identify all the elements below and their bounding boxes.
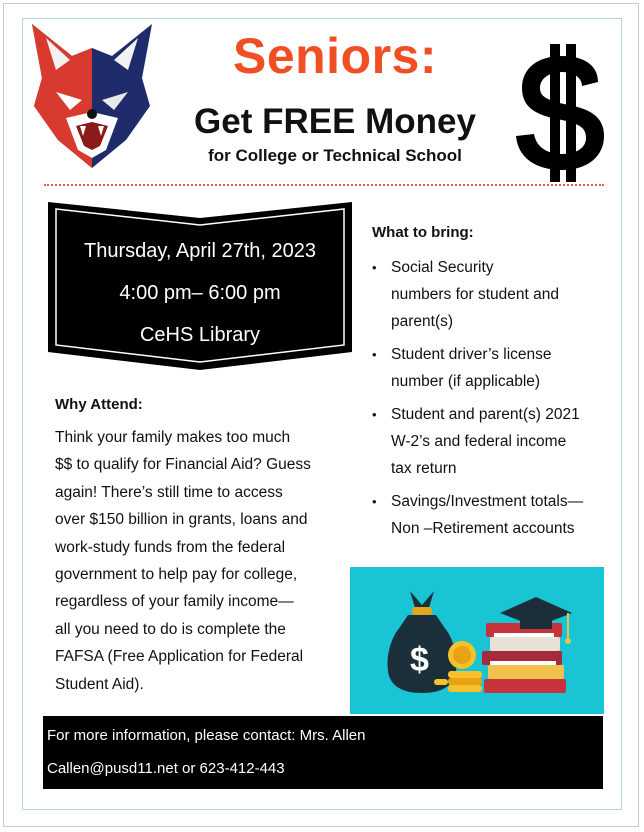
page-title: Seniors: [232, 28, 438, 84]
list-item: • Student driver’s license number (if applicable) [372, 341, 612, 395]
page-subtitle-small: for College or Technical School [208, 146, 462, 165]
list-item: • Savings/Investment totals— Non –Retirement accounts [372, 488, 612, 542]
header-divider [44, 184, 604, 186]
page-subtitle: Get FREE Money [194, 102, 476, 141]
list-item: • Social Security numbers for student and parent(s) [372, 254, 612, 335]
why-attend-heading: Why Attend: [55, 396, 143, 413]
list-item: • Student and parent(s) 2021 W-2’s and federal income tax return [372, 401, 612, 482]
event-time: 4:00 pm– 6:00 pm [119, 282, 281, 304]
what-to-bring-list [372, 254, 612, 548]
event-location: CeHS Library [139, 324, 261, 346]
contact-email-phone: Callen@pusd11.net or 623-412-443 [47, 760, 285, 777]
money-bag-coins-graduation-cap-books-icon [350, 567, 604, 714]
svg-text:$: $ [410, 641, 429, 679]
dollar-sign-icon [510, 44, 610, 182]
why-attend-text: Think your family makes too much $$ to qualify for Financial Aid? Guess again! There’s still time to access over $150 billion in grants, loans and work-study funds from the federal government to help pay for college, regardless of your family income— all you need to do is complete the FAFSA (Free Application for Federal Student Aid). [55, 429, 311, 693]
what-to-bring-heading: What to bring: [372, 224, 474, 241]
wolf-mascot-icon [26, 22, 158, 170]
event-date: Thursday, April 27th, 2023 [84, 240, 316, 262]
contact-line: For more information, please contact: Mrs. Allen [47, 727, 366, 744]
